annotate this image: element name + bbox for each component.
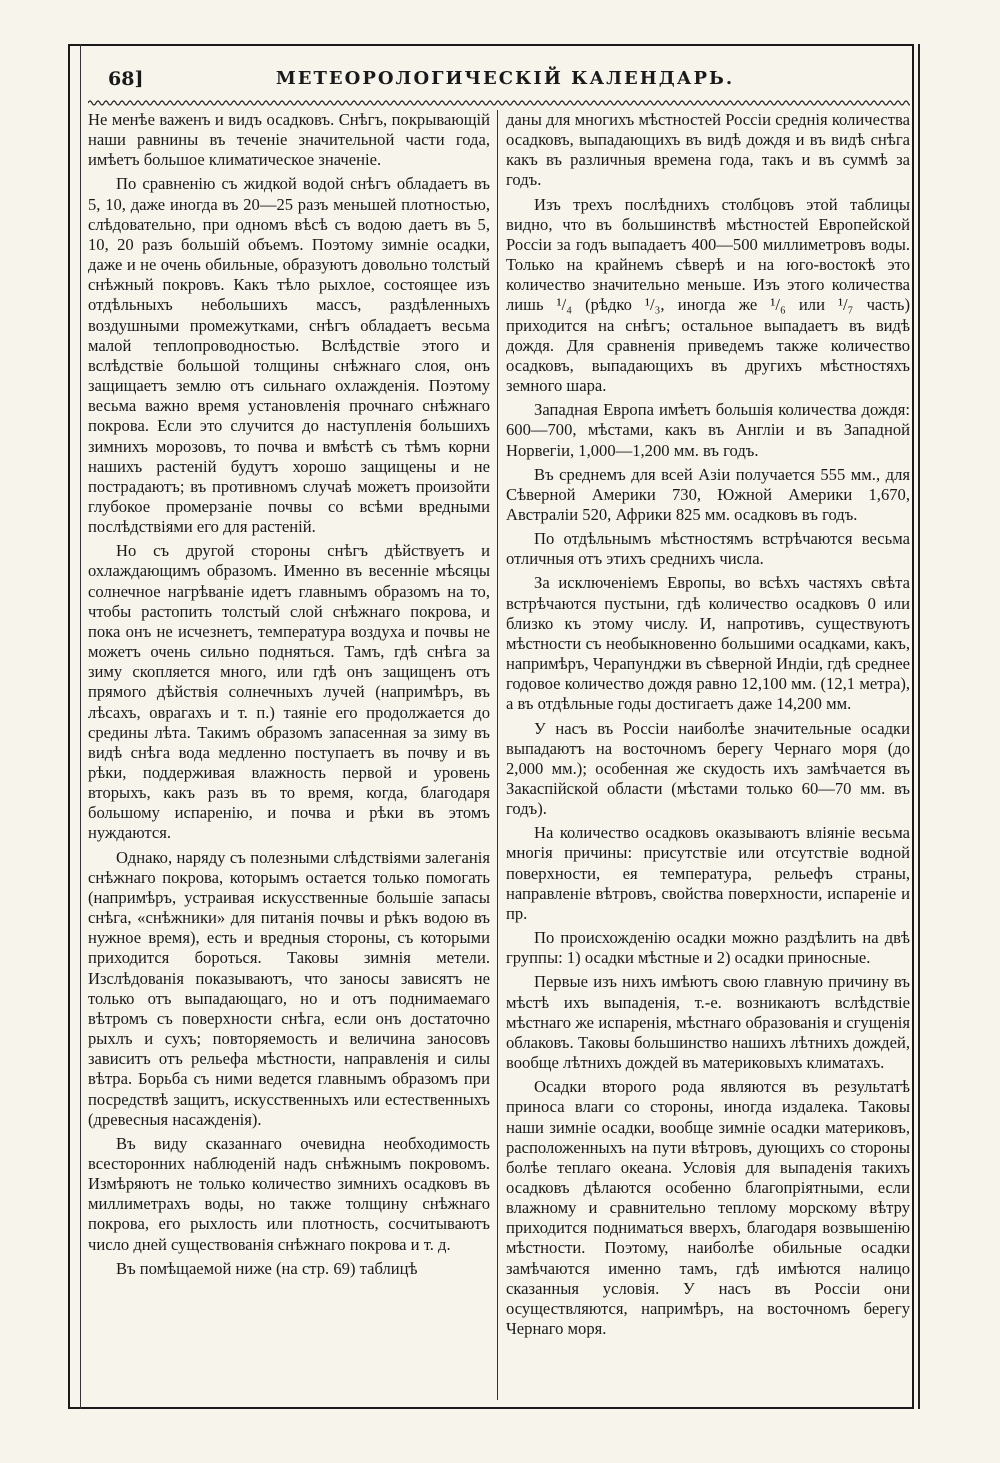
page-header xyxy=(100,62,910,96)
page-number: 68] xyxy=(108,68,144,90)
paragraph: Въ среднемъ для всей Азіи получается 555 мм., для Сѣверной Америки 730, Южной Америки 1,670, Австраліи 520, Африки 825 мм. осадковъ въ годъ. xyxy=(506,464,910,524)
paragraph: Не менѣе важенъ и видъ осадковъ. Снѣгъ, покрывающій наши равнины въ теченіе значительной части года, имѣетъ большое климатическое значеніе. xyxy=(88,110,490,170)
paragraph: Однако, наряду съ полезными слѣдствіями залеганія снѣжнаго покрова, которымъ остается только помогать (напримѣръ, устраивая искусственные большіе запасы снѣга, «снѣжники» для питанія почвы и рѣкъ водою въ нужное время), есть и вредныя стороны, съ которыми приходится бороться. Таковы зимнія метели. Изслѣдованія показываютъ, что заносы зависятъ не только отъ выпадающаго, но и отъ поднимаемаго вѣтромъ съ поверхности снѣга, если онъ достаточно рыхлъ и сухъ; повторяемость и величина заносовъ зависитъ отъ рельефа мѣстности, направленія и силы вѣтра. Борьба съ ними ведется главнымъ образомъ при посредствѣ защитъ, искусственныхъ или естественныхъ (древесныя насажденія). xyxy=(88,847,490,1129)
paragraph: даны для многихъ мѣстностей Россіи среднія количества осадковъ, выпадающихъ въ видѣ дождя и въ видѣ снѣга какъ въ различныя времена года, такъ и въ суммѣ за годъ. xyxy=(506,110,910,190)
frame-inner-rule xyxy=(80,44,81,1409)
paragraph: Осадки второго рода являются въ результатѣ приноса влаги со стороны, иногда издалека. Таковы наши зимніе осадки, вообще зимніе осадки материковъ, расположенныхъ на пути вѣтровъ, дующихъ со стороны болѣе теплаго океана. Условія для выпаденія такихъ осадковъ дѣлаются особенно благопріятными, если влажному и сравнительно теплому морскому вѣтру приходится подниматься вверхъ, благодаря возвышенію мѣстности. Поэтому, наиболѣе обильные осадки замѣчаются именно тамъ, гдѣ имѣются налицо сказанныя условія. У насъ въ Россіи они осуществляются, напримѣръ, на восточномъ берегу Чернаго моря. xyxy=(506,1077,910,1339)
paragraph: У насъ въ Россіи наиболѣе значительные осадки выпадаютъ на восточномъ берегу Чернаго моря (до 2,000 мм.); особенная же скудость ихъ замѣчается въ Закаспійской области (мѣстами только 60—70 мм. въ годъ). xyxy=(506,718,910,819)
wavy-divider xyxy=(88,98,910,108)
paragraph: Первые изъ нихъ имѣютъ свою главную причину въ мѣстѣ ихъ выпаденія, т.-е. возникаютъ вслѣдствіе мѣстнаго же испаренія, мѣстнаго образованія и сгущенія облаковъ. Таковы большинство нашихъ лѣтнихъ дождей, вообще лѣтнихъ дождей въ материковыхъ климатахъ. xyxy=(506,972,910,1073)
column-divider xyxy=(497,110,498,1400)
paragraph: По происхожденію осадки можно раздѣлить на двѣ группы: 1) осадки мѣстные и 2) осадки приносные. xyxy=(506,928,910,968)
paragraph: Изъ трехъ послѣднихъ столбцовъ этой таблицы видно, что въ большинствѣ мѣстностей Европейской Россіи за годъ выпадаетъ 400—500 миллиметровъ воды. Только на крайнемъ сѣверѣ и на юго-востокѣ это количество значительно меньше. Изъ этого количества лишь ¹/₄ (рѣдко ¹/₃, иногда же ¹/₆ или ¹/₇ часть) приходится на снѣгъ; остальное выпадаетъ въ видѣ дождя. Для сравненія приведемъ также количество осадковъ, выпадающихъ въ другихъ мѣстностяхъ земного шара. xyxy=(506,194,910,396)
paragraph: По сравненію съ жидкой водой снѣгъ обладаетъ въ 5, 10, даже иногда въ 20—25 разъ меньшей плотностью, слѣдовательно, при одномъ вѣсѣ съ водою даетъ въ 5, 10, 20 разъ большій объемъ. Поэтому зимніе осадки, даже и не очень обильные, образуютъ довольно толстый снѣжный покровъ. Какъ тѣло рыхлое, состоящее изъ отдѣльныхъ небольшихъ массъ, раздѣленныхъ воздушными промежутками, снѣгъ обладаетъ весьма малой теплопроводностью. Вслѣдствіе этого и вслѣдствіе большой толщины снѣжнаго слоя, онъ защищаетъ землю отъ сильнаго охлажденія. Поэтому весьма важно время установленія прочнаго снѣжнаго покрова. Если это случится до наступленія большихъ зимнихъ морозовъ, то почва и вмѣстѣ съ тѣмъ корни нашихъ растеній будутъ хорошо защищены и не пострадаютъ; въ противномъ случаѣ можетъ произойти глубокое промерзаніе почвы со всѣми вредными послѣдствіями его для растеній. xyxy=(88,174,490,537)
paragraph: За исключеніемъ Европы, во всѣхъ частяхъ свѣта встрѣчаются пустыни, гдѣ количество осадковъ 0 или близко къ этому числу. И, напротивъ, существуютъ мѣстности съ необыкновенно большими осадками, какъ, напримѣръ, Черапунджи въ сѣверной Индіи, гдѣ среднее годовое количество дождя равно 12,100 мм. (12,1 метра), а въ отдѣльные годы достигаетъ даже 14,200 мм. xyxy=(506,573,910,714)
running-title: МЕТЕОРОЛОГИЧЕСКІЙ КАЛЕНДАРЬ. xyxy=(275,68,735,89)
paragraph: Въ помѣщаемой ниже (на стр. 69) таблицѣ xyxy=(116,1258,418,1278)
paragraph: Въ виду сказаннаго очевидна необходимость всесторонних наблюденій надъ снѣжнымъ покровомъ. Измѣряютъ не только количество зимнихъ осадковъ въ миллиметрахъ воды, но также толщину снѣжнаго покрова, его рыхлость или плотность, сосчитываютъ число дней существованія снѣжнаго покрова и т. д. xyxy=(88,1133,490,1254)
paragraph: Но съ другой стороны снѣгъ дѣйствуетъ и охлаждающимъ образомъ. Именно въ весенніе мѣсяцы солнечное нагрѣваніе идетъ главнымъ образомъ на то, чтобы растопить толстый слой снѣжнаго покрова, и пока онъ не исчезнетъ, температура воздуха и почвы не можетъ очень сильно подняться. Тамъ, гдѣ снѣга за зиму скопляется много, или гдѣ онъ защищенъ отъ прямого дѣйствія солнечныхъ лучей (напримѣръ, въ лѣсахъ, оврагахъ и т. п.) таяніе его продолжается до средины лѣта. Такимъ образомъ запасенная за зиму въ видѣ снѣга вода медленно поступаетъ въ почву и въ рѣки, поддерживая влажность первой и уровень вторыхъ, какъ разъ въ то время, когда, благодаря большому испаренію, и почва и рѣки въ этомъ нуждаются. xyxy=(88,541,490,843)
paragraph: На количество осадковъ оказываютъ вліяніе весьма многія причины: присутствіе или отсутствіе водной поверхности, ея температура, рельефъ страны, направленіе вѣтровъ, свойства поверхности, испареніе и пр. xyxy=(506,823,910,923)
right-column xyxy=(506,110,910,1400)
frame-outer-rule xyxy=(918,44,920,1409)
paragraph: По отдѣльнымъ мѣстностямъ встрѣчаются весьма отличныя отъ этихъ среднихъ числа. xyxy=(506,529,910,569)
paragraph: Западная Европа имѣетъ большія количества дождя: 600—700, мѣстами, какъ въ Англіи и въ Западной Норвегіи, 1,000—1,200 мм. въ годъ. xyxy=(506,400,910,460)
left-column xyxy=(88,110,490,1400)
